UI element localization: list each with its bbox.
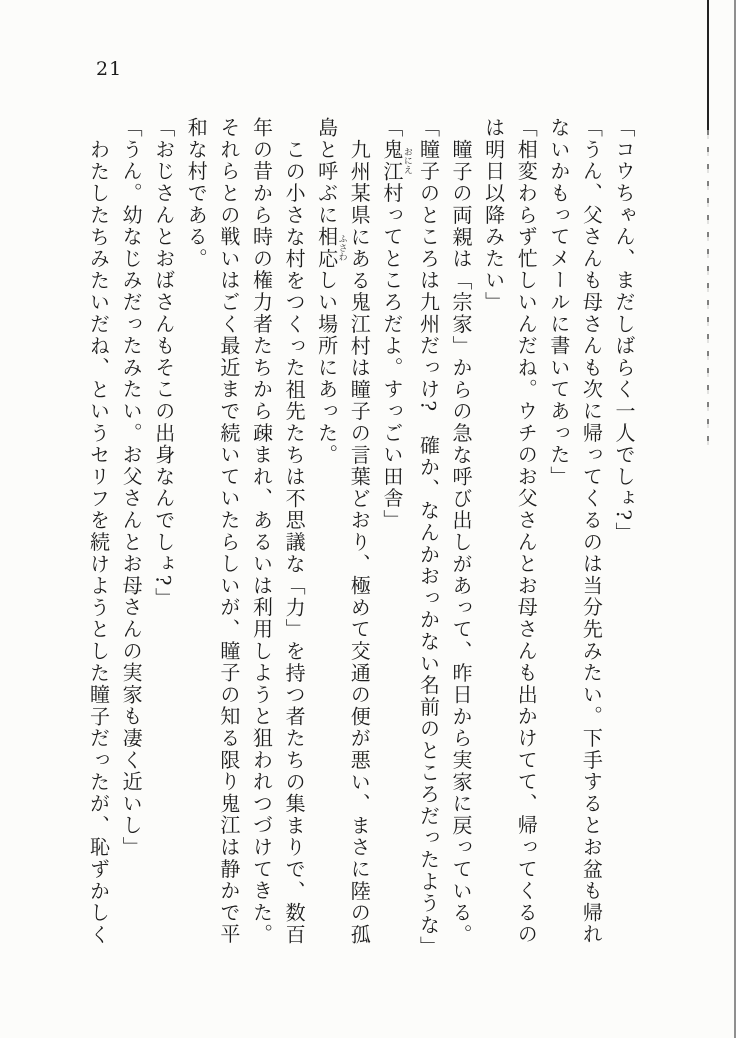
furigana: おにえ [401,138,412,183]
paragraph: 「うん、父さんも母さんも次に帰ってくるのは当分先みたい。下手するとお盆も帰れないかもってメールに書いてあった」 [546,117,604,946]
paragraph: わたしたちみたいだね、というセリフを続けようとした瞳子だったが、恥ずかしく [86,138,111,946]
paragraph: 「コウちゃん、まだしばらく一人でしょ?」 [612,117,636,544]
paragraph: 「おじさんとおばさんもそこの出身なんでしょ?」 [151,117,176,610]
page-number: 21 [96,58,123,80]
scan-gutter-line-dashes [707,130,709,445]
text-block [82,117,640,963]
paragraph: 「鬼江おにえ村ってところだよ。すっごい田舎」 [379,117,412,532]
paragraph: 九州某県にある鬼江村は瞳子の言葉どおり、極めて交通の便が悪い、まさに陸の孤島と呼ぶに相応ふさわしい場所にあった。 [314,117,372,946]
ruby-annotated-word: 鬼江おにえ [379,138,412,183]
paragraph: 「相変わらず忙しいんだね。ウチのお父さんとお母さんも出かけてて、帰ってくるのは明日以降みたい」 [481,117,539,946]
paragraph: 「うん。幼なじみだったみたい。お父さんとお母さんの実家も凄く近いし」 [119,117,144,859]
paragraph: 瞳子の両親は「宗家」からの急な呼び出しがあって、昨日から実家に戻っている。 [449,138,474,946]
furigana: ふさわ [336,226,347,270]
ruby-annotated-word: 相応ふさわ [314,226,347,270]
paragraph: 「瞳子のところは九州だっけ? 確か、なんかおっかない名前のところだったような」 [416,117,441,958]
scan-gutter-line [707,0,709,130]
paragraph: この小さな村をつくった祖先たちは不思議な「力」を持つ者たちの集まりで、数百年の昔から時の権力者たちから疎まれ、あるいは利用しようと狙われつづけてきた。それらとの戦いはごく最近まで続いていたらしいが、瞳子の知る限り鬼江は静かで平和な村である。 [184,117,307,946]
